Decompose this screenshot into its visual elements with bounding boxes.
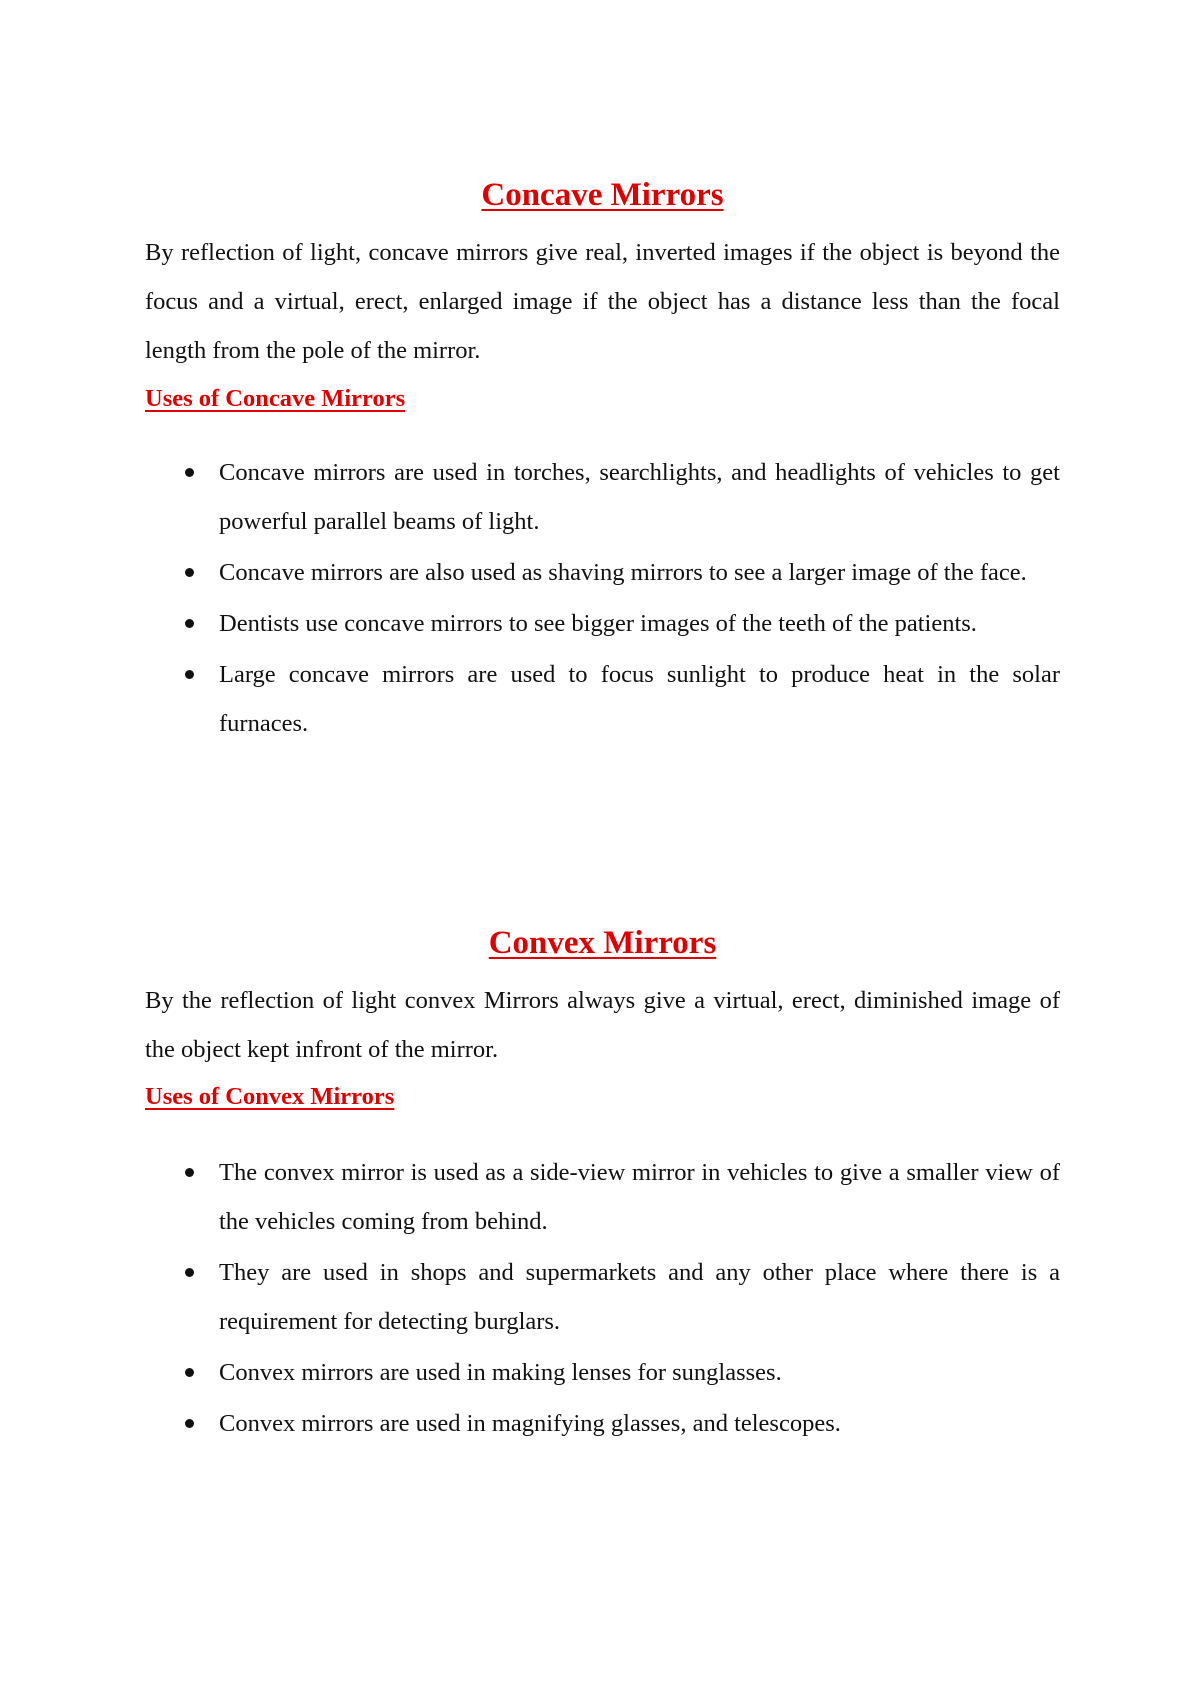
- list-item-text: Concave mirrors are used in torches, searchlights, and headlights of vehicles to get powerful parallel beams of light.: [219, 459, 1060, 535]
- list-item: [145, 1399, 1060, 1448]
- concave-uses-heading: Uses of Concave Mirrors: [145, 385, 406, 412]
- bullet-icon: [185, 670, 194, 679]
- bullet-icon: [185, 468, 194, 477]
- convex-uses-heading: Uses of Convex Mirrors: [145, 1083, 395, 1110]
- bullet-icon: [185, 1268, 194, 1277]
- list-item: [145, 1148, 1060, 1246]
- convex-mirrors-description: By the reflection of light convex Mirrors always give a virtual, erect, diminished image of the object kept infront of the mirror.: [145, 987, 1060, 1063]
- concave-mirrors-title: Concave Mirrors: [481, 177, 724, 213]
- list-item-text: Convex mirrors are used in making lenses for sunglasses.: [219, 1359, 782, 1386]
- bullet-icon: [185, 619, 194, 628]
- list-item: [145, 650, 1060, 748]
- list-item-text: The convex mirror is used as a side-view mirror in vehicles to give a smaller view of the vehicles coming from behind.: [219, 1159, 1060, 1235]
- list-item: [145, 1348, 1060, 1397]
- bullet-icon: [185, 568, 194, 577]
- bullet-icon: [185, 1419, 194, 1428]
- list-item: [145, 548, 1060, 597]
- convex-uses-list: [145, 1148, 1060, 1450]
- list-item-text: Large concave mirrors are used to focus sunlight to produce heat in the solar furnaces.: [219, 661, 1060, 737]
- list-item: [145, 448, 1060, 546]
- list-item-text: Concave mirrors are also used as shaving mirrors to see a larger image of the face.: [219, 559, 1027, 586]
- list-item-text: Dentists use concave mirrors to see bigger images of the teeth of the patients.: [219, 610, 977, 637]
- list-item-text: Convex mirrors are used in magnifying glasses, and telescopes.: [219, 1410, 841, 1437]
- convex-mirrors-title: Convex Mirrors: [488, 925, 717, 961]
- bullet-icon: [185, 1168, 194, 1177]
- list-item-text: They are used in shops and supermarkets and any other place where there is a requirement for detecting burglars.: [219, 1259, 1060, 1335]
- concave-mirrors-description: By reflection of light, concave mirrors give real, inverted images if the object is beyond the focus and a virtual, erect, enlarged image if the object has a distance less than the focal length from the pole of the mirror.: [145, 239, 1060, 364]
- concave-uses-list: [145, 448, 1060, 750]
- list-item: [145, 1248, 1060, 1346]
- bullet-icon: [185, 1368, 194, 1377]
- list-item: [145, 599, 1060, 648]
